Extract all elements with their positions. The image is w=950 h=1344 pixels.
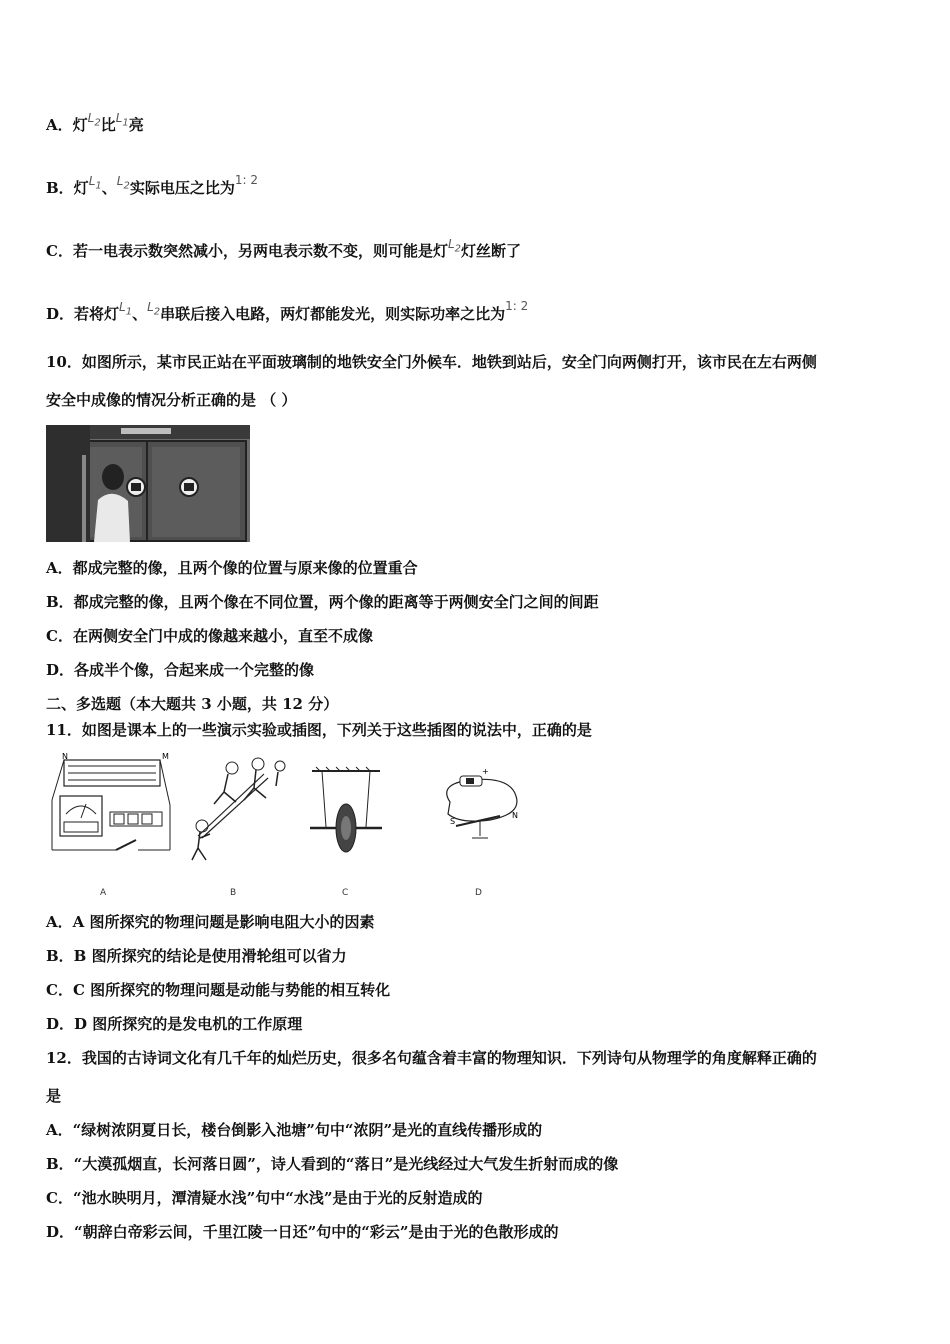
- q11-option-a: A．A 图所探究的物理问题是影响电阻大小的因素: [46, 913, 375, 931]
- subway-door-photo: [46, 425, 250, 542]
- lamp-symbol: L2: [87, 111, 101, 129]
- q11-stem: 11．如图是课本上的一些演示实验或插图，下列关于这些插图的说法中，正确的是: [46, 721, 592, 739]
- q11-option-b: B．B 图所探究的结论是使用滑轮组可以省力: [46, 947, 347, 965]
- figure-a-resistance-circuit: [46, 750, 176, 860]
- svg-text:+: +: [482, 767, 489, 776]
- q11-option-d: D．D 图所探究的是发电机的工作原理: [46, 1015, 303, 1033]
- q12-option-d: D．“朝辞白帝彩云间，千里江陵一日还”句中的“彩云”是由于光的色散形成的: [46, 1223, 559, 1241]
- figure-b-rope-pulling: [184, 752, 290, 862]
- lamp-symbol: L1: [119, 300, 133, 318]
- q11-option-c: C．C 图所探究的物理问题是动能与势能的相互转化: [46, 981, 391, 999]
- q10-option-c: C．在两侧安全门中成的像越来越小，直至不成像: [46, 627, 373, 645]
- figure-c-maxwell-wheel: [306, 765, 386, 860]
- q12-option-a: A．“绿树浓阴夏日长，楼台倒影入池塘”句中“浓阴”是光的直线传播形成的: [46, 1121, 543, 1139]
- ratio-value: 1: 2: [234, 173, 258, 187]
- lamp-symbol: L1: [115, 111, 129, 129]
- lamp-symbol: L1: [88, 174, 102, 192]
- ratio-value: 1: 2: [505, 299, 529, 313]
- lamp-symbol: L2: [147, 300, 161, 318]
- figure-a-label-m: M: [162, 752, 169, 761]
- q12-option-b: B．“大漠孤烟直，长河落日圆”，诗人看到的“落日”是光线经过大气发生折射而成的像: [46, 1155, 619, 1173]
- q10-option-a: A．都成完整的像，且两个像的位置与原来像的位置重合: [46, 559, 418, 577]
- lamp-symbol: L2: [447, 237, 462, 255]
- q12-option-c: C．“池水映明月，潭清疑水浅”句中“水浅”是由于光的反射造成的: [46, 1189, 483, 1207]
- q10-stem-line2: 安全中成像的情况分析正确的是 （ ）: [46, 391, 297, 409]
- figure-caption-a: A: [100, 888, 107, 898]
- figure-a-label-n: N: [62, 752, 68, 761]
- figure-d-label-n: N: [512, 811, 518, 820]
- q10-stem-line1: 10．如图所示，某市民正站在平面玻璃制的地铁安全门外候车．地铁到站后，安全门向两侧打开，该市民在左右两侧: [46, 353, 817, 371]
- q12-stem-line1: 12．我国的古诗词文化有几千年的灿烂历史，很多名句蕴含着丰富的物理知识．下列诗句从物理学的角度解释正确的: [46, 1049, 817, 1067]
- figure-caption-b: B: [230, 888, 237, 898]
- figure-d-label-s: S: [450, 817, 456, 826]
- q12-stem-line2: 是: [46, 1087, 62, 1105]
- figure-d-electromagnet-loop: [430, 762, 530, 852]
- figure-caption-c: C: [342, 888, 349, 898]
- q9-option-c: C．若一电表示数突然减小，另两电表示数不变，则可能是灯$^{L_2}$灯丝断了: [46, 237, 522, 260]
- q9-option-d: D．若将灯$^{L_1}$、$^{L_2}$串联后接入电路，两灯都能发光，则实际功率之比为$^{1: 2}$: [46, 299, 529, 323]
- section-heading: 二、多选题（本大题共 3 小题，共 12 分）: [46, 695, 339, 713]
- q9-option-a: A．灯$^{L_2}$比$^{L_1}$亮: [46, 111, 144, 134]
- q10-option-d: D．各成半个像，合起来成一个完整的像: [46, 661, 315, 679]
- q10-option-b: B．都成完整的像，且两个像在不同位置，两个像的距离等于两侧安全门之间的间距: [46, 593, 599, 611]
- lamp-symbol: L2: [116, 174, 130, 192]
- figure-caption-d: D: [475, 888, 482, 898]
- q9-option-b: B．灯$^{L_1}$、$^{L_2}$实际电压之比为$^{1: 2}$: [46, 173, 258, 197]
